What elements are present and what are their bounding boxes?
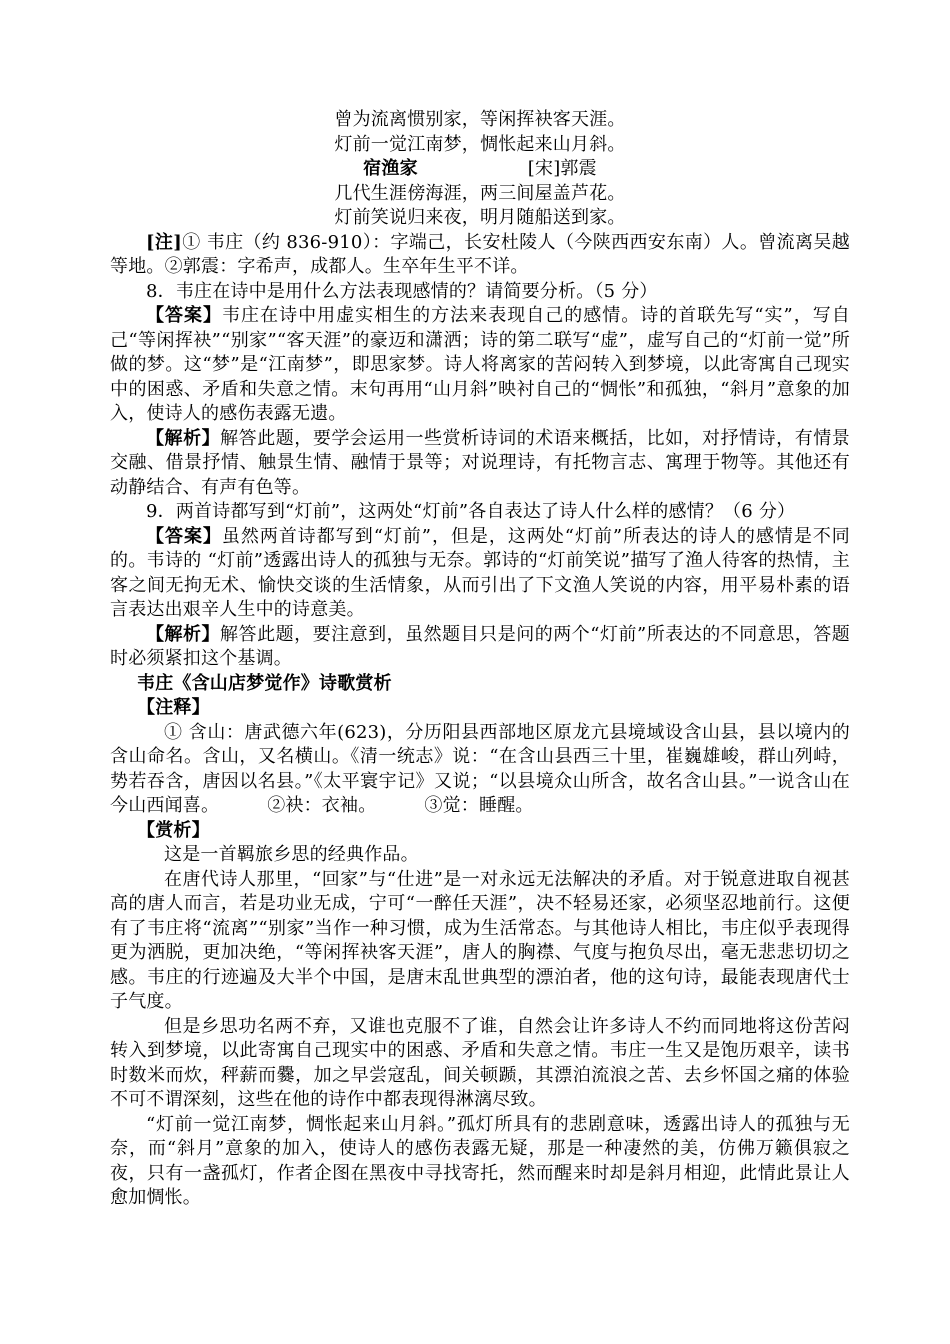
notes-text: ① 含山：唐武德六年(623)，分历阳县西部地区原龙亢县境域设含山县，县以境内的含山命名。含山，又名横山。《清一统志》说：“在含山县西三十里，崔巍雄峻，群山列峙，势若吞含，唐因以名县。”《太平寰宇记》又说；“以县境众山所含，故名含山县。”一说含山在今山西闻喜。 — [110, 721, 850, 816]
answer-9 — [110, 525, 850, 623]
answer-8 — [110, 304, 850, 427]
analysis-heading: 【赏析】 — [137, 819, 210, 841]
appreciation-paragraph: 在唐代诗人那里，“回家”与“仕进”是一对永远无法解决的矛盾。对于锐意进取自视甚高的唐人而言，若是功业无成，宁可“一醉任天涯”，决不轻易还家，必须坚忍地前行。这便有了韦庄将“流离”“别家”当作一种习惯，成为生活常态。与其他诗人相比，韦庄似乎表现得更为洒脱，更加决绝，“等闲挥袂客天涯”，唐人的胸襟、气度与抱负尽出，毫无悲悲切切之感。韦庄的行迹遍及大半个中国，是唐末乱世典型的漂泊者，他的这句诗，最能表现唐代士子气度。 — [110, 868, 850, 1012]
question-9: 9．两首诗都写到“灯前”，这两处“灯前”各自表达了诗人什么样的感情？（6 分） — [146, 501, 796, 522]
analysis-tag: 【解析】 — [146, 427, 221, 449]
poem-author: [宋]郭震 — [527, 158, 597, 179]
footnote-text: ① 韦庄（约 836-910）：字端己，长安杜陵人（今陕西西安东南）人。曾流离吴越等地。②郭震：字希声，成都人。生卒年生平不详。 — [110, 231, 850, 277]
poem-title: 宿渔家 — [363, 158, 418, 179]
answer-text: 韦庄在诗中用虚实相生的方法来表现自己的感情。诗的首联先写“实”，写自己“等闲挥袂”“别家”“客天涯”的豪迈和潇洒；诗的第二联写“虚”，虚写自己的“灯前一觉”所做的梦。这“梦”是“江南梦”，即思家梦。诗人将离家的苦闷转入到梦境，以此寄寓自己现实中的困惑、矛盾和失意之情。末句再用“山月斜”映衬自己的“惆怅”和孤独，“斜月”意象的加入，使诗人的感伤表露无遗。 — [110, 305, 850, 424]
poem-line: 曾为流离惯别家，等闲挥袂客天涯。 — [334, 109, 626, 130]
poem-line: 几代生涯傍海涯，两三间屋盖芦花。 — [334, 182, 626, 204]
note-2: ②袂：衣袖。 — [267, 795, 377, 816]
answer-tag: 【答案】 — [146, 305, 223, 326]
footnote — [110, 231, 850, 280]
analysis-text: 解答此题，要学会运用一些赏析诗词的术语来概括，比如，对抒情诗，有情景交融、借景抒情、触景生情、融情于景等；对说理诗，有托物言志、寓理于物等。其他还有动静结合、有声有色等。 — [110, 427, 850, 498]
poem-line: 灯前笑说归来夜，明月随船送到家。 — [334, 207, 626, 228]
appreciation-paragraph: 但是乡思功名两不弃，又谁也克服不了谁，自然会让许多诗人不约而同地将这份苦闷转入到梦境，以此寄寓自己现实中的困惑、矛盾和失意之情。韦庄一生又是饱历艰辛，读书时数米而炊，秤薪而爨，加之早尝寇乱，间关顿踬，其漂泊流浪之苦、去乡怀国之痛的体验不可不谓深刻，这些在他的诗作中都表现得淋漓尽致。 — [110, 1015, 850, 1110]
analysis-tag: 【解析】 — [146, 623, 221, 645]
poem-1 — [110, 108, 850, 157]
poem-2-title-row — [110, 157, 850, 182]
poem-line: 灯前一觉江南梦，惆怅起来山月斜。 — [334, 133, 626, 155]
analysis-9 — [110, 623, 850, 672]
appreciation-paragraph: “灯前一觉江南梦，惆怅起来山月斜。”孤灯所具有的悲剧意味，透露出诗人的孤独与无奈，而“斜月”意象的加入，使诗人的感伤表露无疑，那是一种凄然的美，仿佛万籁俱寂之夜，只有一盏孤灯，作者企图在黑夜中寻找寄托，然而醒来时却是斜月相迎，此情此景让人愈加惆怅。 — [110, 1113, 850, 1208]
question-8: 8．韦庄在诗中是用什么方法表现感情的？请简要分析。（5 分） — [146, 280, 658, 302]
document-page — [110, 108, 850, 1211]
appreciation-paragraph: 这是一首羁旅乡思的经典作品。 — [164, 844, 419, 865]
notes-heading: 【注释】 — [137, 697, 210, 718]
analysis-8 — [110, 427, 850, 501]
analysis-text: 解答此题，要注意到，虽然题目只是问的两个“灯前”所表达的不同意思，答题时必须紧扣这个基调。 — [110, 623, 850, 669]
poem-2 — [110, 182, 850, 231]
answer-tag: 【答案】 — [146, 525, 222, 547]
notes-paragraph — [110, 721, 850, 819]
footnote-tag: [注] — [146, 231, 183, 253]
section-heading: 韦庄《含山店梦觉作》诗歌赏析 — [137, 672, 392, 694]
note-3: ③觉：睡醒。 — [424, 795, 534, 816]
answer-text: 虽然两首诗都写到“灯前”，但是，这两处“灯前”所表达的诗人的感情是不同的。韦诗的 “灯前”透露出诗人的孤独与无奈。郭诗的“灯前笑说”描写了渔人待客的热情，主客之间无拘无术、愉快交谈的生活情象，从而引出了下文渔人笑说的内容，用平易朴素的语言表达出艰辛人生中的诗意美。 — [110, 525, 850, 620]
